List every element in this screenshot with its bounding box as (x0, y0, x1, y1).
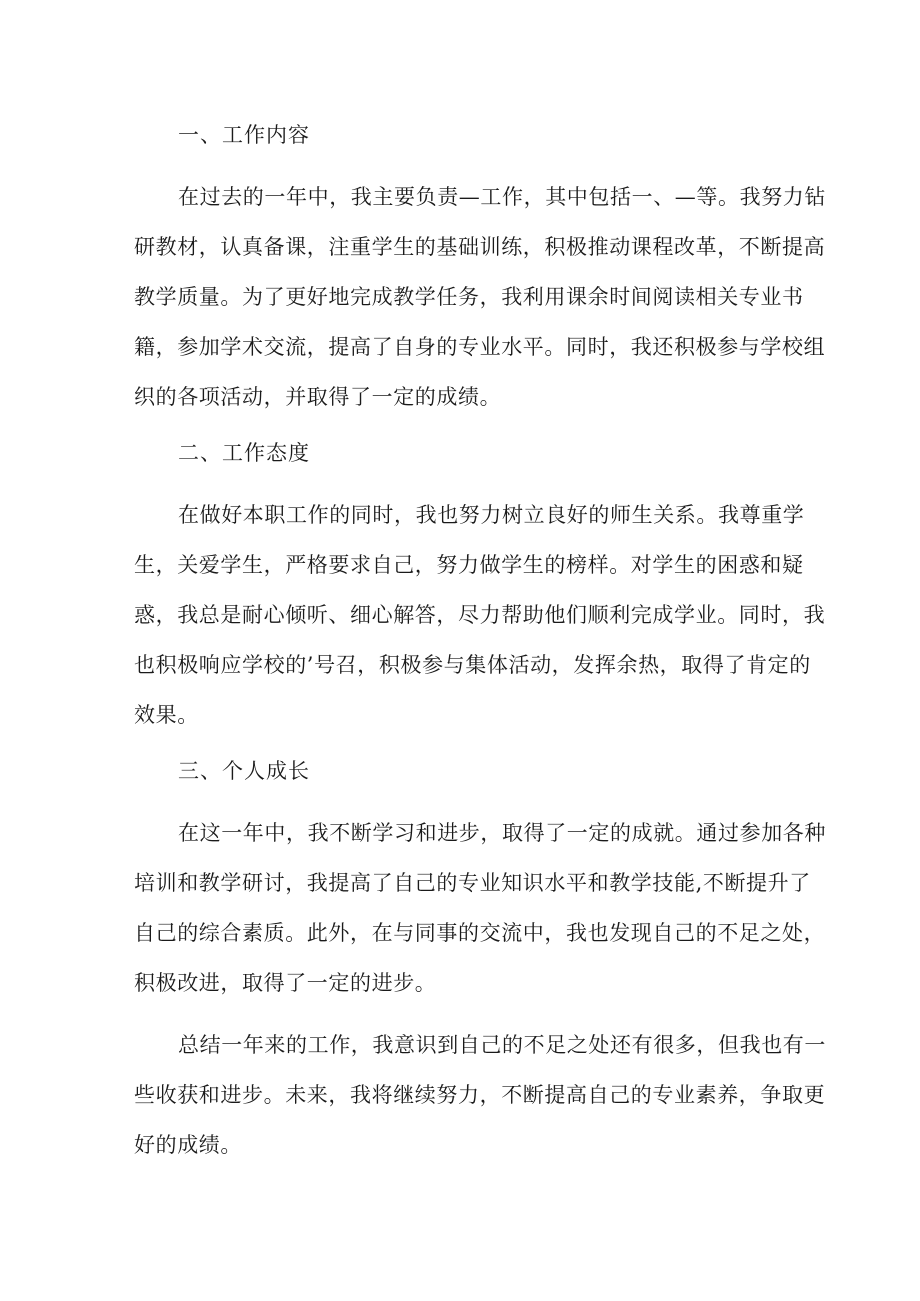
paragraph-line: 在过去的一年中，我主要负责—工作，其中包括一、—等。我努力钻 (178, 185, 826, 209)
section-heading-work-attitude: 二、工作态度 (178, 441, 310, 465)
paragraph-line: 在做好本职工作的同时，我也努力树立良好的师生关系。我尊重学 (178, 503, 805, 527)
paragraph-line: 在这一年中，我不断学习和进步，取得了一定的成就。通过参加各种 (178, 821, 826, 845)
conclusion-line: 好的成绩。 (134, 1133, 242, 1157)
paragraph-line: 教学质量。为了更好地完成教学任务，我利用课余时间阅读相关专业书 (134, 285, 804, 309)
paragraph-line: 自己的综合素质。此外，在与同事的交流中，我也发现自己的不足之处， (134, 921, 826, 945)
conclusion-line: 些收获和进步。未来，我将继续努力，不断提高自己的专业素养，争取更 (134, 1083, 826, 1107)
paragraph-line: 籍，参加学术交流，提高了自身的专业水平。同时，我还积极参与学校组 (134, 335, 826, 359)
paragraph-line: 积极改进，取得了一定的进步。 (134, 971, 437, 995)
paragraph-line: 生，关爱学生，严格要求自己，努力做学生的榜样。对学生的困惑和疑 (134, 553, 804, 577)
section-heading-work-content: 一、工作内容 (178, 123, 310, 147)
paragraph-line: 惑，我总是耐心倾听、细心解答，尽力帮助他们顺利完成学业。同时，我 (134, 603, 826, 627)
section-heading-personal-growth: 三、个人成长 (178, 759, 310, 783)
paragraph-line: 织的各项活动，并取得了一定的成绩。 (134, 385, 502, 409)
conclusion-line: 总结一年来的工作，我意识到自己的不足之处还有很多，但我也有一 (178, 1033, 826, 1057)
paragraph-line: 也积极响应学校的’号召，积极参与集体活动，发挥余热，取得了肯定的 (134, 653, 811, 677)
paragraph-line: 效果。 (134, 703, 199, 727)
paragraph-line: 培训和教学研讨，我提高了自己的专业知识水平和教学技能,不断提升了 (134, 871, 811, 895)
paragraph-line: 研教材，认真备课，注重学生的基础训练，积极推动课程改革，不断提高 (134, 235, 826, 259)
